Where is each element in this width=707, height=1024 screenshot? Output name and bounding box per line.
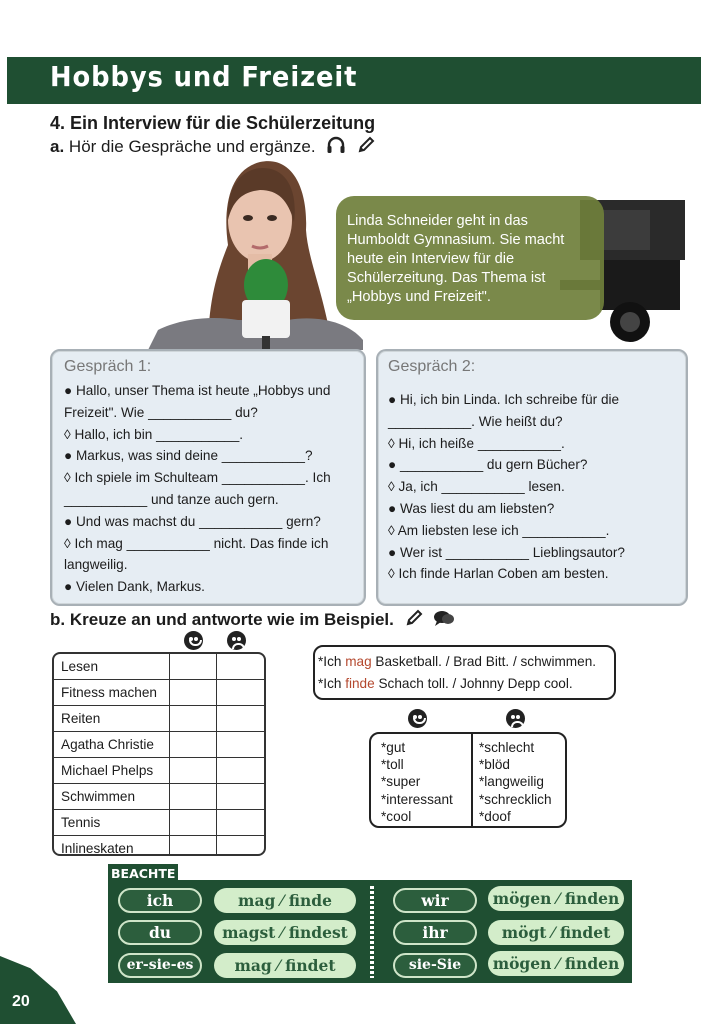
happy-face-icon [408,709,427,728]
dialog-2-box [376,349,688,606]
table-row [54,732,264,758]
like-checkbox[interactable] [169,784,217,810]
dislike-checkbox[interactable] [217,680,264,706]
verb-pill: mag ⁄ findet [214,953,356,978]
adjective-item: *gut [381,740,406,755]
grammar-box [108,880,632,983]
intro-line: heute ein Interview für die [347,251,515,267]
happy-face-icon [184,631,203,650]
negative-adjectives [479,739,552,825]
like-checkbox[interactable] [169,758,217,784]
pronoun-pill: sie-Sie [393,953,477,978]
part-b-text: Kreuze an und antworte wie im Beispiel. [69,609,394,629]
example-verb: mag [345,654,372,669]
dialog-line: Freizeit". Wie ___________ du? [64,404,258,420]
part-b-letter: b. [50,609,66,629]
example-line-1 [318,654,596,669]
dialog-line: ◊ Hi, ich heiße ___________. [388,435,565,451]
part-b-instruction [50,609,455,632]
instruction-letter: a. [50,136,65,156]
verb-pill: mögen ⁄ finden [488,951,624,976]
pencil-icon [405,609,423,632]
exercise-title: 4. Ein Interview für die Schülerzeitung [50,113,376,133]
table-row [54,706,264,732]
dialog-line: ◊ Ich mag ___________ nicht. Das finde ich [64,535,329,551]
verb-pill: mögen ⁄ finden [488,886,624,911]
dialog-line: ● Wer ist ___________ Lieblingsautor? [388,544,625,560]
activity-label: Agatha Christie [54,732,169,758]
pronoun-pill: wir [393,888,477,913]
dialog-line: ● Was liest du am liebsten? [388,500,555,516]
adjective-box [369,732,567,828]
sad-face-icon [227,631,246,650]
activity-label: Inlineskaten [54,836,169,857]
dialog-line: langweilig. [64,557,128,573]
dialog-2-lines [388,389,625,585]
grammar-divider [370,886,374,978]
dialog-line: ___________. Wie heißt du? [388,413,563,429]
adjective-item: *blöd [479,757,510,773]
table-row [54,654,264,680]
reporter-photo [148,150,363,350]
adjective-item: *langweilig [479,774,544,790]
example-box [313,645,616,700]
dislike-checkbox[interactable] [217,706,264,732]
adjective-item: *interessant [381,791,453,807]
dislike-checkbox[interactable] [217,654,264,680]
table-row [54,836,264,857]
dialog-line: ◊ Ich spiele im Schulteam ___________. Ich [64,470,331,486]
pronoun-pill: ihr [393,920,477,945]
dialog-line: ___________ und tanze auch gern. [64,491,279,507]
example-text: *Ich [318,676,346,691]
verb-pill: mögt ⁄ findet [488,920,624,945]
adjective-item: *super [381,774,421,790]
adjective-item: *toll [381,757,404,773]
beachte-label: BEACHTE [108,864,178,883]
dialog-line: ● Und was machst du ___________ gern? [64,513,321,529]
page-corner [0,956,76,1024]
activity-label: Lesen [54,654,169,680]
dislike-checkbox[interactable] [217,810,264,836]
activity-label: Fitness machen [54,680,169,706]
dislike-checkbox[interactable] [217,732,264,758]
adjective-item: *cool [381,808,412,824]
adjective-item: *schrecklich [479,791,552,807]
pronoun-pill: ich [118,888,202,913]
activity-label: Reiten [54,706,169,732]
dislike-checkbox[interactable] [217,784,264,810]
intro-line: Schülerzeitung. Das Thema ist [347,270,546,286]
intro-text [347,212,597,307]
dialog-line: ◊ Am liebsten lese ich ___________. [388,522,610,538]
dislike-checkbox[interactable] [217,836,264,857]
table-row [54,680,264,706]
example-text: Basketball. / Brad Bitt. / schwimmen. [371,654,597,669]
dialog-line: ◊ Ich finde Harlan Coben am besten. [388,566,609,582]
intro-line: „Hobbys und Freizeit". [347,289,491,305]
positive-adjectives [381,739,453,825]
dialog-line: ● ___________ du gern Bücher? [388,457,588,473]
table-row [54,784,264,810]
activity-label: Tennis [54,810,169,836]
dialog-line: ◊ Ja, ich ___________ lesen. [388,479,565,495]
like-checkbox[interactable] [169,810,217,836]
sad-face-icon [506,709,525,728]
dialog-line: ● Hi, ich bin Linda. Ich schreibe für die [388,392,620,407]
instruction-text: Hör die Gespräche und ergänze. [68,136,316,156]
adjective-divider [471,734,473,826]
activity-label: Schwimmen [54,784,169,810]
verb-pill: magst ⁄ findest [214,920,356,945]
dialog-line: ● Hallo, unser Thema ist heute „Hobbys und [64,383,331,398]
dialog-line: ● Vielen Dank, Markus. [64,579,205,595]
example-line-2 [318,676,573,691]
page-title: Hobbys und Freizeit [50,60,358,93]
example-text: *Ich [318,654,346,669]
pronoun-pill: du [118,920,202,945]
dialog-1-title: Gespräch 1: [64,358,152,375]
dialog-1-lines [64,380,331,598]
dislike-checkbox[interactable] [217,758,264,784]
like-checkbox[interactable] [169,680,217,706]
like-checkbox[interactable] [169,706,217,732]
intro-line: Linda Schneider geht in das [347,213,528,229]
preference-table [52,652,266,856]
like-checkbox[interactable] [169,654,217,680]
dialog-1-box [50,349,366,606]
speech-bubbles-icon [433,609,455,632]
like-checkbox[interactable] [169,836,217,857]
table-row [54,810,264,836]
page-number: 20 [12,993,30,1010]
table-row [54,758,264,784]
example-verb: finde [345,676,375,691]
adjective-item: *schlecht [479,740,535,755]
intro-line: Humboldt Gymnasium. Sie macht [347,232,565,248]
adjective-item: *doof [479,808,511,824]
verb-pill: mag ⁄ finde [214,888,356,913]
dialog-line: ● Markus, was sind deine ___________? [64,448,313,464]
dialog-2-title: Gespräch 2: [388,358,476,375]
pronoun-pill: er-sie-es [118,953,202,978]
example-text: Schach toll. / Johnny Depp cool. [374,676,573,691]
activity-label: Michael Phelps [54,758,169,784]
dialog-line: ◊ Hallo, ich bin ___________. [64,426,244,442]
like-checkbox[interactable] [169,732,217,758]
